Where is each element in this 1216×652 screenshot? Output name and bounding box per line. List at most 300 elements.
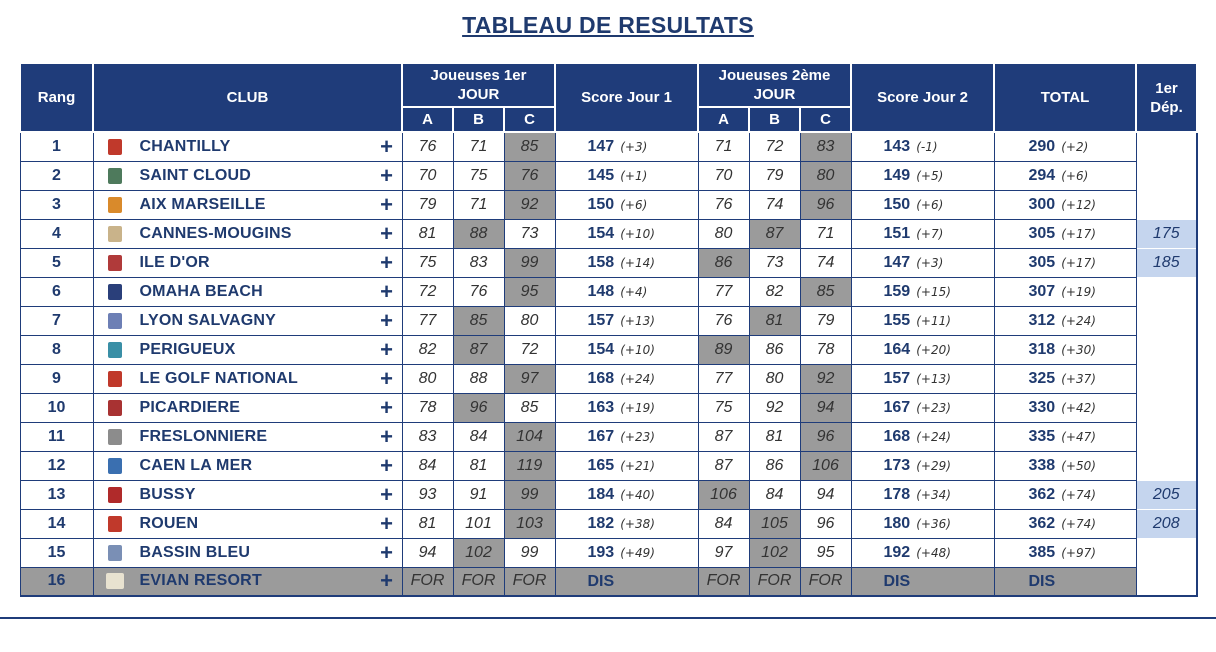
day1-player-score: 84: [402, 451, 453, 480]
day2-score: 155: [883, 312, 911, 329]
day1-score-relative: (+10): [620, 227, 655, 241]
day1-score-cell: [555, 132, 698, 161]
day2-player-score: 105: [749, 509, 800, 538]
day2-score-relative: (+13): [916, 372, 951, 386]
day2-player-score: 86: [749, 451, 800, 480]
total-cell: [994, 277, 1136, 306]
total-cell: [994, 161, 1136, 190]
day1-score-cell: [555, 422, 698, 451]
rank-cell: 15: [20, 538, 93, 567]
day2-score: 159: [883, 283, 911, 300]
expand-plus-icon[interactable]: +: [380, 307, 393, 333]
day1-player-score: 76: [453, 277, 504, 306]
total-score: 338: [1028, 457, 1056, 474]
rank-cell: 2: [20, 161, 93, 190]
table-row: [20, 480, 1197, 509]
club-cell: [93, 132, 402, 161]
day1-player-score: 80: [402, 364, 453, 393]
club-cell: [93, 219, 402, 248]
day2-player-score: 76: [698, 190, 749, 219]
day2-score-relative: (+3): [916, 256, 944, 270]
day1-score-cell: [555, 190, 698, 219]
day1-score-relative: (+14): [620, 256, 655, 270]
club-name: BUSSY: [139, 485, 196, 503]
club-cell: [93, 567, 402, 596]
day1-score: DIS: [587, 572, 615, 590]
dep-cell: [1136, 277, 1197, 306]
day2-score-relative: (+11): [916, 314, 951, 328]
day2-player-score: 87: [698, 451, 749, 480]
club-name: BASSIN BLEU: [139, 543, 251, 561]
club-cell: [93, 277, 402, 306]
day2-score-cell: [851, 161, 994, 190]
day2-player-score: 71: [800, 219, 851, 248]
day1-score: 154: [587, 225, 615, 242]
rank-cell: 5: [20, 248, 93, 277]
total-score: 312: [1028, 312, 1056, 329]
header-d2-b: B: [749, 107, 800, 132]
day1-score-cell: [555, 219, 698, 248]
table-row: [20, 364, 1197, 393]
day1-player-score: 81: [453, 451, 504, 480]
table-row: [20, 190, 1197, 219]
club-logo-icon: [106, 486, 124, 504]
day2-player-score: 94: [800, 480, 851, 509]
day2-player-score: 77: [698, 364, 749, 393]
day1-score: 168: [587, 370, 615, 387]
results-table: [19, 62, 1198, 597]
day2-score-cell: [851, 451, 994, 480]
header-d2-c: C: [800, 107, 851, 132]
total-score: 294: [1028, 167, 1056, 184]
total-relative: (+50): [1061, 459, 1096, 473]
club-name: EVIAN RESORT: [139, 572, 262, 590]
day1-player-score: 83: [402, 422, 453, 451]
day2-score: 149: [883, 167, 911, 184]
total-score: 307: [1028, 283, 1056, 300]
club-logo-icon: [106, 399, 124, 417]
day2-score: 178: [883, 486, 911, 503]
day2-score-relative: (+7): [916, 227, 944, 241]
rank-cell: 10: [20, 393, 93, 422]
rank-cell: 6: [20, 277, 93, 306]
expand-plus-icon[interactable]: +: [380, 568, 393, 594]
day1-score: 150: [587, 196, 615, 213]
day2-player-score: 84: [698, 509, 749, 538]
day2-score-cell: [851, 277, 994, 306]
day2-score-cell: [851, 248, 994, 277]
total-cell: [994, 509, 1136, 538]
day1-player-score: 77: [402, 306, 453, 335]
club-name: LYON SALVAGNY: [139, 311, 277, 329]
club-cell: [93, 509, 402, 538]
bottom-divider: [0, 617, 1216, 619]
day2-player-score: 106: [800, 451, 851, 480]
dep-cell: 175: [1136, 219, 1197, 248]
day2-score: 151: [883, 225, 911, 242]
day1-score-relative: (+23): [620, 430, 655, 444]
day2-score: 173: [883, 457, 911, 474]
day1-score-cell: [555, 306, 698, 335]
day1-player-score: 72: [402, 277, 453, 306]
day1-player-score: 83: [453, 248, 504, 277]
day2-score-cell: [851, 132, 994, 161]
header-total: TOTAL: [994, 63, 1136, 132]
club-cell: [93, 393, 402, 422]
day2-player-score: 76: [698, 306, 749, 335]
dep-cell: [1136, 567, 1197, 596]
page-title: TABLEAU DE RESULTATS: [462, 12, 754, 38]
total-cell: [994, 422, 1136, 451]
club-cell: [93, 480, 402, 509]
rank-cell: 14: [20, 509, 93, 538]
day1-score: 158: [587, 254, 615, 271]
club-cell: [93, 451, 402, 480]
day2-score-relative: (+5): [916, 169, 944, 183]
day1-player-score: 79: [402, 190, 453, 219]
table-row: [20, 277, 1197, 306]
dep-cell: 208: [1136, 509, 1197, 538]
day1-score: 193: [587, 544, 615, 561]
day2-score-cell: [851, 335, 994, 364]
rank-cell: 7: [20, 306, 93, 335]
day1-score: 148: [587, 283, 615, 300]
total-relative: (+47): [1061, 430, 1096, 444]
day1-player-score: 87: [453, 335, 504, 364]
day1-player-score: 73: [504, 219, 555, 248]
club-name: ILE D'OR: [139, 253, 210, 271]
day1-player-score: 71: [453, 190, 504, 219]
day2-player-score: 95: [800, 538, 851, 567]
expand-plus-icon[interactable]: +: [380, 394, 393, 420]
day1-score-cell: [555, 248, 698, 277]
club-logo-icon: [106, 572, 124, 590]
table-row: [20, 248, 1197, 277]
total-score: 362: [1028, 486, 1056, 503]
day2-player-score: 82: [749, 277, 800, 306]
day1-player-score: 80: [504, 306, 555, 335]
day2-player-score: 79: [800, 306, 851, 335]
day2-score-relative: (+34): [916, 488, 951, 502]
day2-player-score: 80: [749, 364, 800, 393]
dep-cell: [1136, 422, 1197, 451]
table-row-forfeit: [20, 567, 1197, 596]
day2-player-score: 83: [800, 132, 851, 161]
total-relative: (+6): [1061, 169, 1089, 183]
expand-plus-icon[interactable]: +: [380, 191, 393, 217]
day2-score-cell: [851, 306, 994, 335]
dep-cell: [1136, 190, 1197, 219]
day1-player-score: 72: [504, 335, 555, 364]
expand-plus-icon[interactable]: +: [380, 220, 393, 246]
day1-score-relative: (+4): [620, 285, 648, 299]
day2-score: 168: [883, 428, 911, 445]
rank-cell: 11: [20, 422, 93, 451]
club-cell: [93, 422, 402, 451]
expand-plus-icon[interactable]: +: [380, 249, 393, 275]
total-relative: (+2): [1061, 140, 1089, 155]
day1-player-score: 99: [504, 248, 555, 277]
day1-score: 165: [587, 457, 615, 474]
day1-score: 147: [587, 138, 615, 156]
day2-score: 180: [883, 515, 911, 532]
total-score: 325: [1028, 370, 1056, 387]
day2-player-score: 86: [698, 248, 749, 277]
total-cell: [994, 219, 1136, 248]
club-name: ROUEN: [139, 514, 199, 532]
table-row: [20, 422, 1197, 451]
club-name: SAINT CLOUD: [139, 166, 252, 184]
day1-player-score: 70: [402, 161, 453, 190]
day1-player-score: FOR: [402, 567, 453, 596]
day1-player-score: 88: [453, 219, 504, 248]
club-logo-icon: [106, 457, 124, 475]
day2-score-cell: [851, 538, 994, 567]
total-relative: (+12): [1061, 198, 1096, 212]
day2-score-cell: [851, 219, 994, 248]
total-relative: (+19): [1061, 285, 1096, 299]
club-name: PERIGUEUX: [139, 340, 236, 358]
header-d1-a: A: [402, 107, 453, 132]
day1-player-score: 82: [402, 335, 453, 364]
day1-player-score: 71: [453, 132, 504, 161]
day1-score-cell: [555, 509, 698, 538]
total-score: 300: [1028, 196, 1056, 213]
day1-player-score: 85: [504, 132, 555, 161]
table-row: [20, 161, 1197, 190]
day2-player-score: 96: [800, 190, 851, 219]
day1-player-score: 103: [504, 509, 555, 538]
day2-score-relative: (+20): [916, 343, 951, 357]
day1-score-relative: (+38): [620, 517, 655, 531]
club-name: CHANTILLY: [139, 137, 231, 155]
dep-cell: [1136, 132, 1197, 161]
day2-score: 167: [883, 399, 911, 416]
day2-score-cell: [851, 364, 994, 393]
day1-player-score: 93: [402, 480, 453, 509]
day2-score: 192: [883, 544, 911, 561]
day2-player-score: 85: [800, 277, 851, 306]
club-cell: [93, 190, 402, 219]
dep-cell: [1136, 364, 1197, 393]
rank-cell: 12: [20, 451, 93, 480]
day2-score: DIS: [883, 572, 911, 590]
header-day2-players: Joueuses 2ème JOUR: [698, 63, 851, 107]
dep-cell: [1136, 393, 1197, 422]
table-row: [20, 132, 1197, 161]
day1-score-relative: (+40): [620, 488, 655, 502]
club-name: PICARDIERE: [139, 398, 241, 416]
day2-player-score: 87: [749, 219, 800, 248]
rank-cell: 4: [20, 219, 93, 248]
club-logo-icon: [106, 544, 124, 562]
total-score: 385: [1028, 544, 1056, 561]
day1-player-score: 85: [453, 306, 504, 335]
day2-player-score: 96: [800, 509, 851, 538]
club-logo-icon: [106, 254, 124, 272]
table-row: [20, 538, 1197, 567]
expand-plus-icon[interactable]: +: [380, 365, 393, 391]
total-relative: (+74): [1061, 517, 1096, 531]
club-cell: [93, 335, 402, 364]
day1-score: 182: [587, 515, 615, 532]
day2-score-relative: (+48): [916, 546, 951, 560]
day1-score-relative: (+6): [620, 198, 648, 212]
expand-plus-icon[interactable]: +: [380, 133, 393, 159]
dep-cell: [1136, 538, 1197, 567]
total-cell: [994, 538, 1136, 567]
day1-score-cell: [555, 393, 698, 422]
total-cell: [994, 335, 1136, 364]
day1-score-cell: [555, 567, 698, 596]
day1-score-cell: [555, 277, 698, 306]
day1-score-relative: (+13): [620, 314, 655, 328]
day1-score: 157: [587, 312, 615, 329]
total-score: 290: [1028, 138, 1056, 156]
dep-cell: [1136, 161, 1197, 190]
total-relative: (+97): [1061, 546, 1096, 560]
day2-score-cell: [851, 509, 994, 538]
club-logo-icon: [106, 370, 124, 388]
total-cell: [994, 306, 1136, 335]
total-score: DIS: [1028, 572, 1056, 590]
total-cell: [994, 132, 1136, 161]
club-name: CANNES-MOUGINS: [139, 224, 292, 242]
club-cell: [93, 538, 402, 567]
day1-player-score: 81: [402, 219, 453, 248]
day2-score: 150: [883, 196, 911, 213]
club-cell: [93, 161, 402, 190]
rank-cell: 8: [20, 335, 93, 364]
expand-plus-icon[interactable]: +: [380, 162, 393, 188]
total-relative: (+24): [1061, 314, 1096, 328]
total-cell: [994, 451, 1136, 480]
day2-score: 147: [883, 254, 911, 271]
total-cell: [994, 248, 1136, 277]
dep-cell: [1136, 451, 1197, 480]
rank-cell: 3: [20, 190, 93, 219]
day1-player-score: 92: [504, 190, 555, 219]
day1-player-score: FOR: [504, 567, 555, 596]
day2-player-score: 73: [749, 248, 800, 277]
expand-plus-icon[interactable]: +: [380, 336, 393, 362]
day2-score-cell: [851, 480, 994, 509]
day1-player-score: 75: [402, 248, 453, 277]
club-cell: [93, 248, 402, 277]
expand-plus-icon[interactable]: +: [380, 481, 393, 507]
day2-player-score: 74: [749, 190, 800, 219]
day1-score: 163: [587, 399, 615, 416]
header-day1-score: Score Jour 1: [555, 63, 698, 132]
day1-score: 154: [587, 341, 615, 358]
total-relative: (+37): [1061, 372, 1096, 386]
table-row: [20, 306, 1197, 335]
club-name: OMAHA BEACH: [139, 282, 263, 300]
day1-player-score: 102: [453, 538, 504, 567]
day1-player-score: 101: [453, 509, 504, 538]
day1-score: 167: [587, 428, 615, 445]
club-cell: [93, 306, 402, 335]
day2-player-score: 81: [749, 422, 800, 451]
total-cell: [994, 567, 1136, 596]
rank-cell: 9: [20, 364, 93, 393]
day1-player-score: 84: [453, 422, 504, 451]
total-score: 305: [1028, 254, 1056, 271]
dep-cell: 185: [1136, 248, 1197, 277]
day1-player-score: 78: [402, 393, 453, 422]
day1-player-score: 75: [453, 161, 504, 190]
table-row: [20, 219, 1197, 248]
expand-plus-icon[interactable]: +: [380, 510, 393, 536]
day1-score-relative: (+19): [620, 401, 655, 415]
club-cell: [93, 364, 402, 393]
day1-score: 184: [587, 486, 615, 503]
header-d1-c: C: [504, 107, 555, 132]
day2-player-score: 80: [698, 219, 749, 248]
day2-player-score: 74: [800, 248, 851, 277]
total-cell: [994, 190, 1136, 219]
day1-score-relative: (+24): [620, 372, 655, 386]
day2-score-relative: (+6): [916, 198, 944, 212]
day2-player-score: 75: [698, 393, 749, 422]
day1-score-relative: (+3): [620, 140, 648, 155]
day1-player-score: 96: [453, 393, 504, 422]
day1-player-score: 99: [504, 480, 555, 509]
day1-player-score: 88: [453, 364, 504, 393]
day1-player-score: 85: [504, 393, 555, 422]
club-logo-icon: [106, 196, 124, 214]
header-club: CLUB: [93, 63, 402, 132]
total-cell: [994, 393, 1136, 422]
dep-cell: 205: [1136, 480, 1197, 509]
rank-cell: 1: [20, 132, 93, 161]
total-score: 318: [1028, 341, 1056, 358]
day2-player-score: 71: [698, 132, 749, 161]
total-relative: (+42): [1061, 401, 1096, 415]
day1-player-score: 99: [504, 538, 555, 567]
club-name: LE GOLF NATIONAL: [139, 369, 298, 387]
day1-score-cell: [555, 161, 698, 190]
day1-score-relative: (+49): [620, 546, 655, 560]
day2-player-score: 86: [749, 335, 800, 364]
day2-player-score: 87: [698, 422, 749, 451]
day1-player-score: 81: [402, 509, 453, 538]
total-score: 335: [1028, 428, 1056, 445]
day2-player-score: 92: [749, 393, 800, 422]
day1-player-score: 97: [504, 364, 555, 393]
day2-player-score: 70: [698, 161, 749, 190]
day1-player-score: 104: [504, 422, 555, 451]
header-day1-players: Joueuses 1er JOUR: [402, 63, 555, 107]
expand-plus-icon[interactable]: +: [380, 452, 393, 478]
day1-player-score: 76: [504, 161, 555, 190]
day2-player-score: 94: [800, 393, 851, 422]
expand-plus-icon[interactable]: +: [380, 539, 393, 565]
day2-score-cell: [851, 422, 994, 451]
total-relative: (+74): [1061, 488, 1096, 502]
day2-score: 143: [883, 138, 911, 156]
day2-player-score: 81: [749, 306, 800, 335]
day2-player-score: 72: [749, 132, 800, 161]
expand-plus-icon[interactable]: +: [380, 423, 393, 449]
day2-score-cell: [851, 190, 994, 219]
table-row: [20, 509, 1197, 538]
expand-plus-icon[interactable]: +: [380, 278, 393, 304]
day2-score: 164: [883, 341, 911, 358]
club-logo-icon: [106, 283, 124, 301]
day1-player-score: 76: [402, 132, 453, 161]
club-logo-icon: [106, 341, 124, 359]
